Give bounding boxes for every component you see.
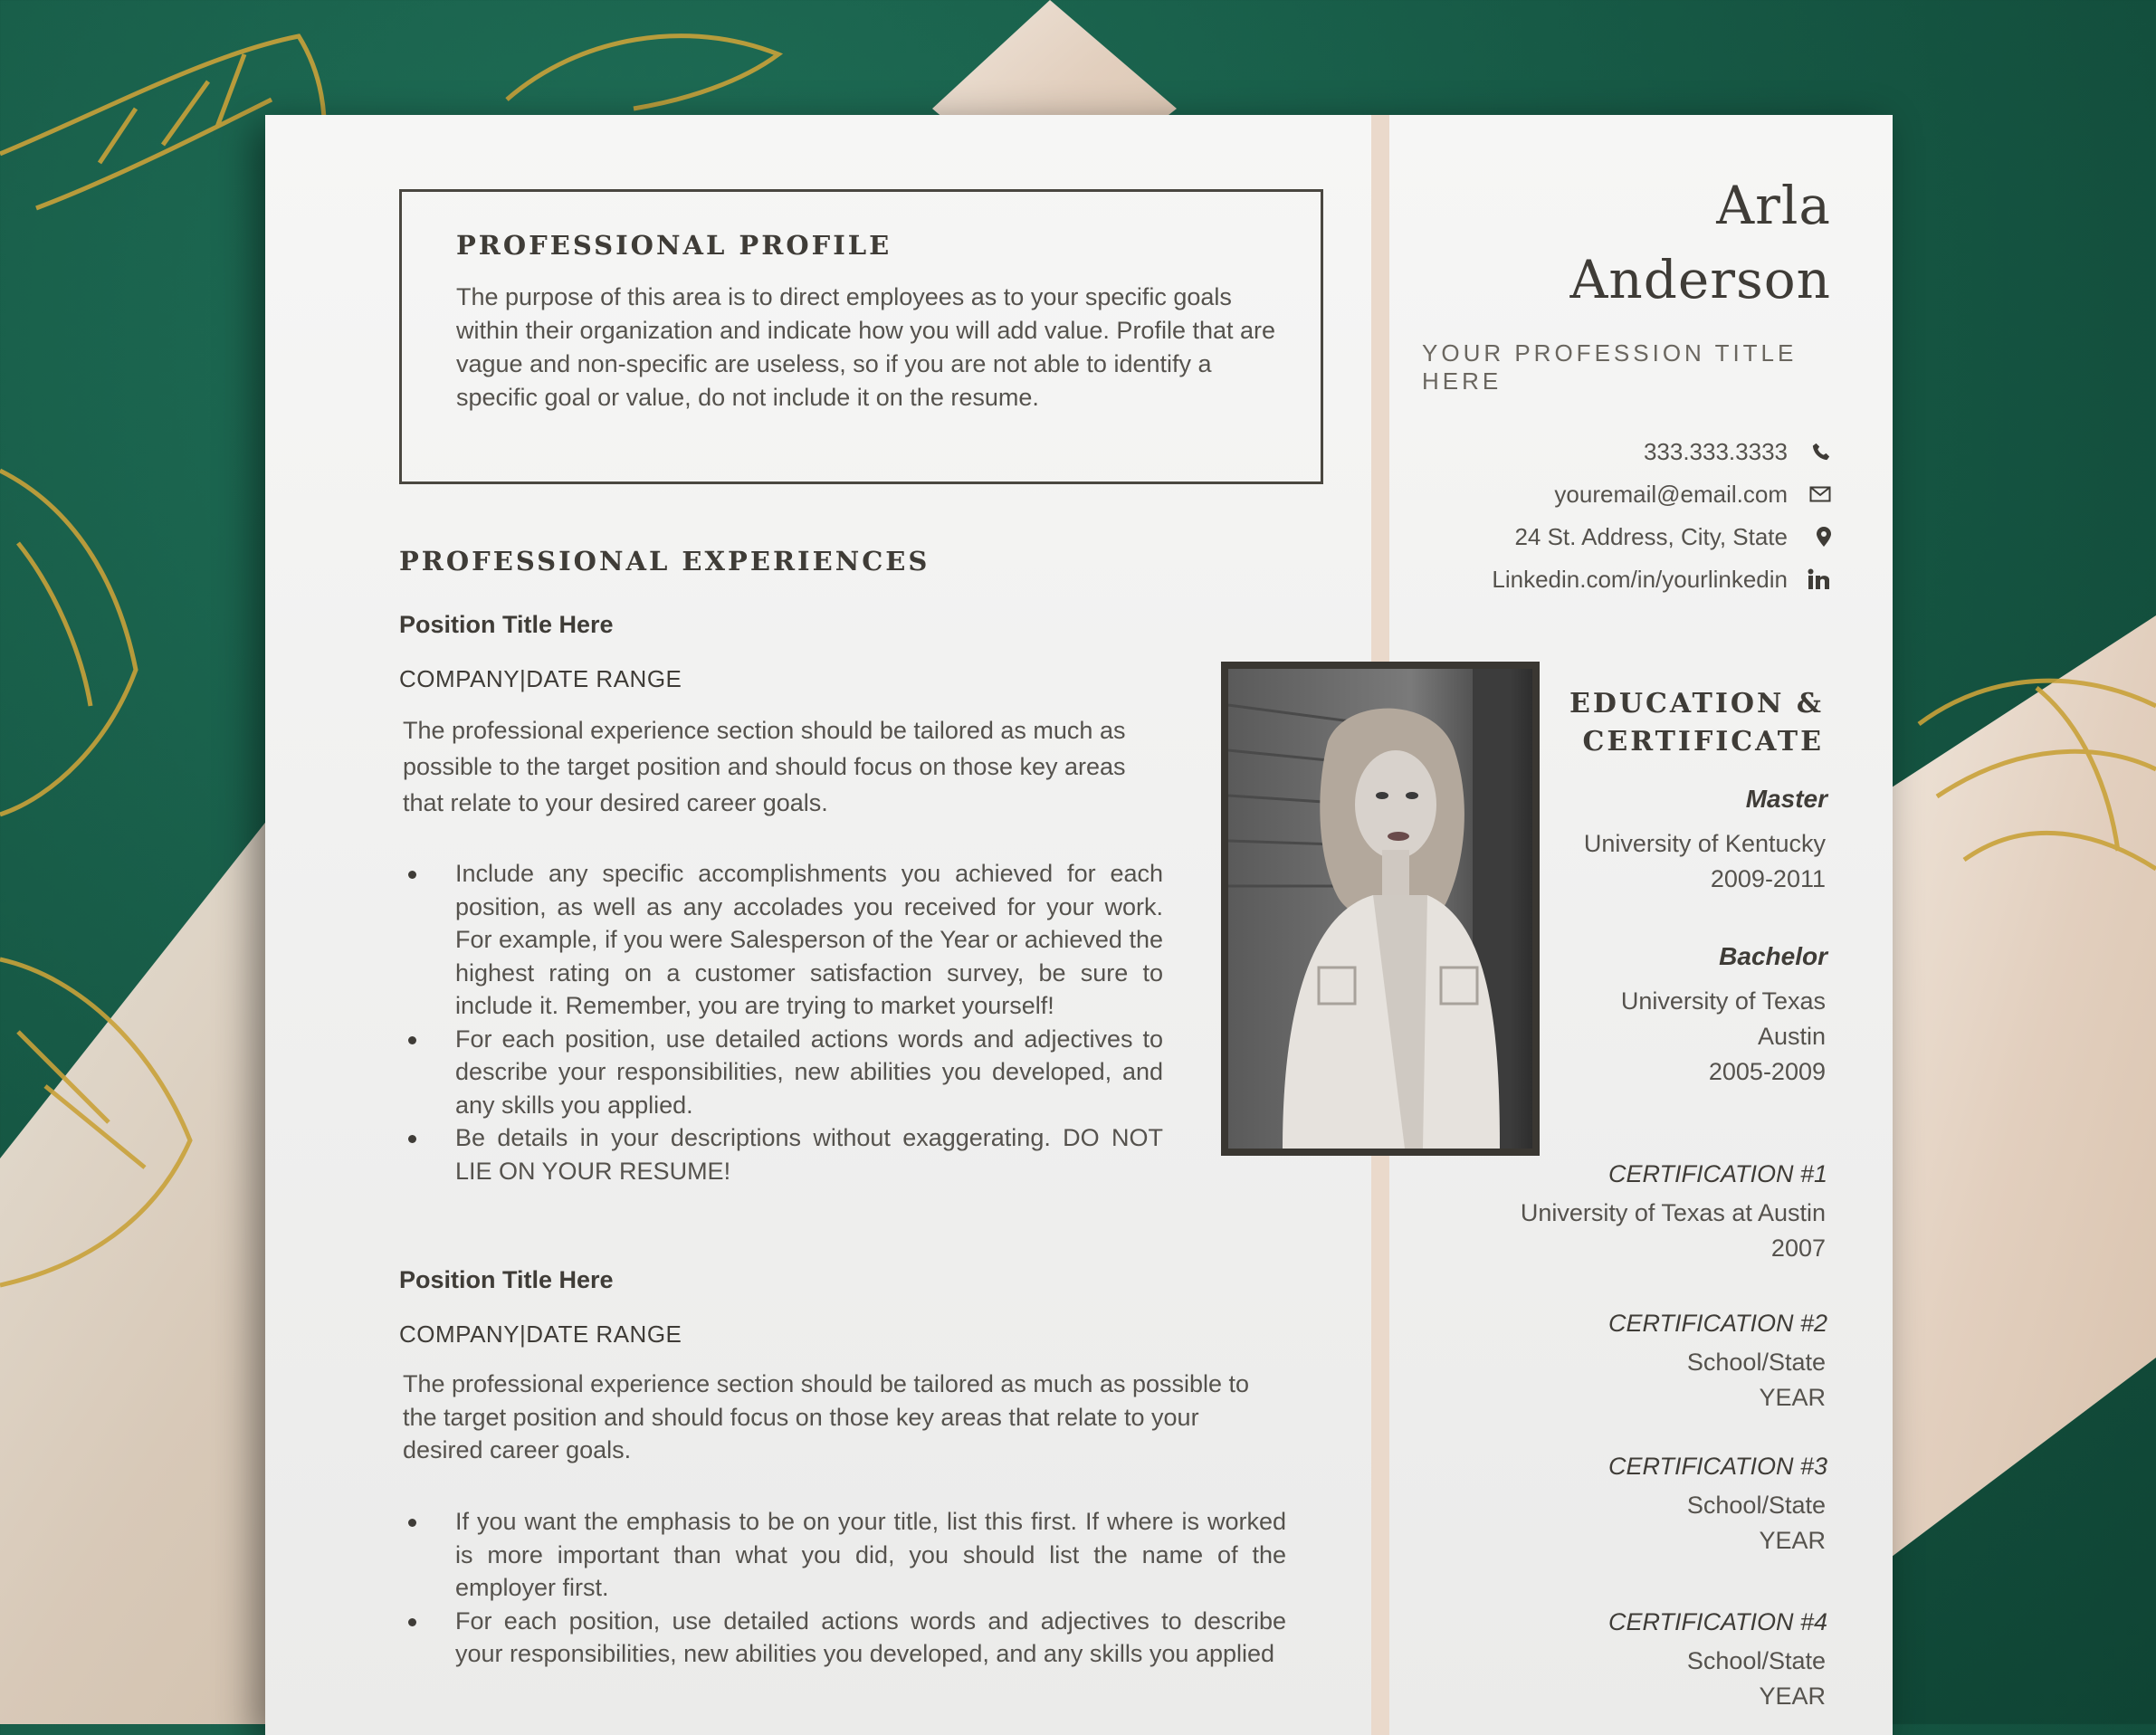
education-heading-line1: EDUCATION &	[1569, 688, 1824, 720]
list-item	[403, 1023, 1163, 1122]
bullet-text: If you want the emphasis to be on your title, list this first. If where is worked is more important than what you did, you should list the name of the employer first.	[455, 1508, 1286, 1601]
profile-text: The purpose of this area is to direct employees as to your specific goals within their organization and indicate how you will add value. Profile that are vague and non-specific are useless, so if you are not able to identify a specific goal or value, do not include it on the resume.	[456, 283, 1276, 411]
degree-city: Austin	[1757, 1023, 1826, 1050]
bullet-text: For each position, use detailed actions words and adjectives to describe your responsibilities, new abilities you developed, and any skills you applied.	[455, 1025, 1163, 1119]
bullet-text: For each position, use detailed actions words and adjectives to describe your responsibilities, new abilities you developed, and any skills you applied	[455, 1606, 1286, 1667]
phone-icon	[1788, 442, 1831, 462]
sidebar-column	[1422, 115, 1893, 1735]
bullet-icon	[408, 1135, 416, 1143]
certification-org: University of Texas at Austin	[1520, 1199, 1826, 1226]
email-text: youremail@email.com	[1554, 480, 1788, 508]
list-item	[403, 1505, 1286, 1605]
list-item	[403, 1605, 1286, 1671]
bullet-text: Include any specific accomplishments you achieved for each position, as well as any accolades you received for your work. For example, if you were Salesperson of the Year or achieved the highest rating on a customer satisfaction survey, be sure to include it. Remember, you are trying to market yourself!	[455, 860, 1163, 1019]
bullet-icon	[408, 1519, 416, 1527]
certification-year: 2007	[1770, 1235, 1826, 1262]
bullet-icon	[408, 1036, 416, 1044]
company-date-range: COMPANY|DATE RANGE	[399, 1320, 682, 1348]
certification-title: CERTIFICATION #3	[1607, 1453, 1827, 1480]
certification-title: CERTIFICATION #2	[1607, 1310, 1827, 1337]
degree-title: Bachelor	[1719, 942, 1827, 970]
first-name: Arla	[1716, 175, 1831, 236]
degree-title: Master	[1745, 785, 1827, 813]
position-title: Position Title Here	[399, 1266, 614, 1293]
list-item	[403, 1121, 1163, 1187]
address-text: 24 St. Address, City, State	[1514, 522, 1788, 550]
map-pin-icon	[1788, 527, 1831, 547]
experience-description: The professional experience section should be tailored as much as possible to the target position and should focus on those key areas that relate to your desired career goals.	[403, 1370, 1250, 1463]
education-heading-line2: CERTIFICATE	[1582, 726, 1824, 758]
experiences-heading: PROFESSIONAL EXPERIENCES	[399, 546, 930, 577]
certification-year: YEAR	[1759, 1527, 1826, 1554]
certification-org: School/State	[1686, 1647, 1826, 1674]
certification-org: School/State	[1686, 1492, 1826, 1519]
contact-email	[1554, 476, 1831, 512]
contact-phone	[1644, 434, 1831, 470]
envelope-icon	[1788, 486, 1831, 502]
experience-description: The professional experience section should be tailored as much as possible to the target position and should focus on those key areas that relate to your desired career goals.	[403, 717, 1126, 816]
linkedin-icon	[1788, 568, 1831, 590]
company-date-range: COMPANY|DATE RANGE	[399, 665, 682, 692]
certification-year: YEAR	[1759, 1384, 1826, 1411]
degree-school: University of Kentucky	[1583, 830, 1826, 857]
degree-school: University of Texas	[1620, 987, 1826, 1015]
education-heading	[1569, 685, 1824, 761]
linkedin-text: Linkedin.com/in/yourlinkedin	[1492, 565, 1788, 593]
list-item	[403, 857, 1163, 1023]
bullet-icon	[408, 1618, 416, 1626]
contact-linkedin	[1492, 561, 1831, 597]
experience-bullets	[403, 857, 1163, 1187]
degree-years: 2009-2011	[1710, 865, 1826, 892]
contact-address	[1514, 519, 1831, 555]
resume-sheet	[265, 115, 1893, 1735]
degree-years: 2005-2009	[1708, 1058, 1826, 1085]
certification-year: YEAR	[1759, 1683, 1826, 1710]
bullet-icon	[408, 871, 416, 879]
last-name: Anderson	[1569, 249, 1831, 310]
profile-heading: PROFESSIONAL PROFILE	[456, 230, 892, 261]
experience-bullets	[403, 1505, 1286, 1671]
bullet-text: Be details in your descriptions without exaggerating. DO NOT LIE ON YOUR RESUME!	[455, 1124, 1163, 1185]
phone-text: 333.333.3333	[1643, 437, 1788, 465]
certification-title: CERTIFICATION #1	[1607, 1160, 1827, 1187]
certification-title: CERTIFICATION #4	[1607, 1608, 1827, 1635]
profession-title: YOUR PROFESSION TITLE HERE	[1422, 339, 1798, 395]
position-title: Position Title Here	[399, 611, 614, 638]
certification-org: School/State	[1686, 1349, 1826, 1376]
profile-box	[399, 189, 1323, 484]
